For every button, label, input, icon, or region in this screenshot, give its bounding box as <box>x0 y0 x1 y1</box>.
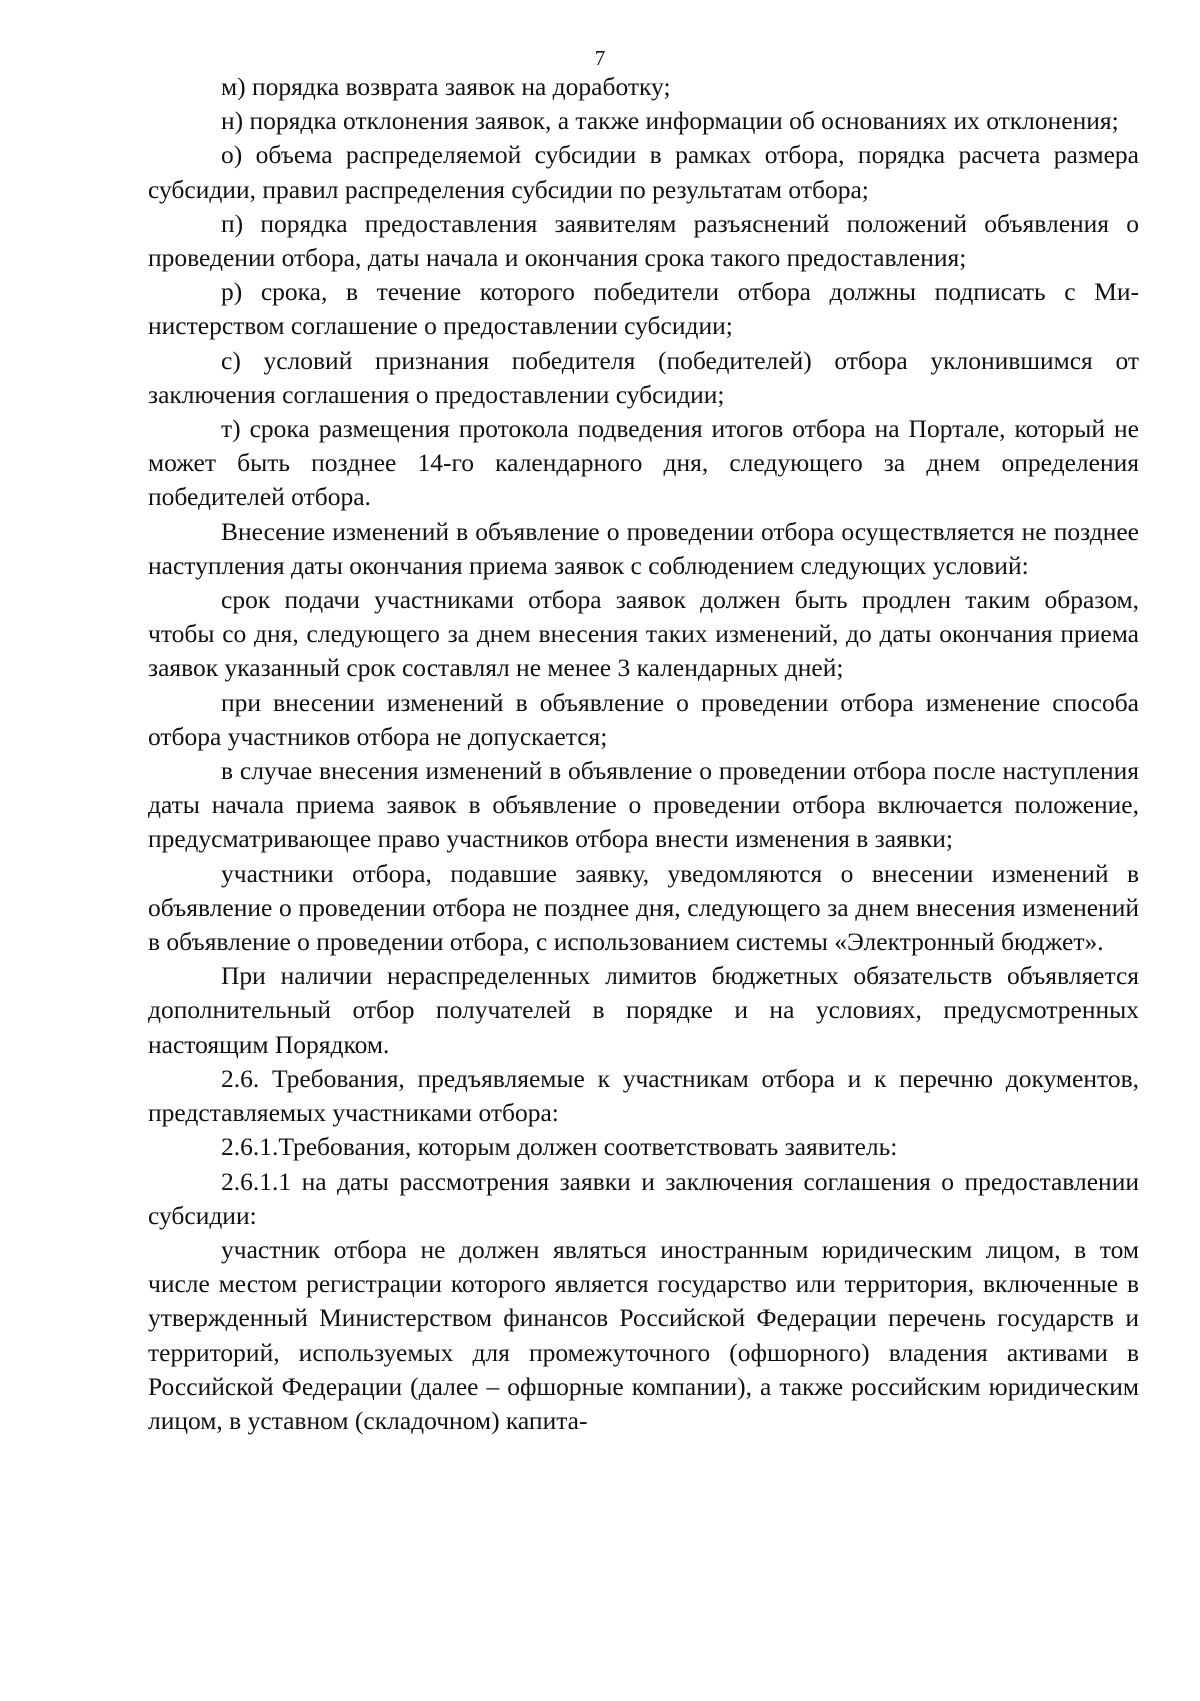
paragraph-item-r: р) срока, в течение которого победители отбора должны подписать с Министерством соглашение о предоставлении субсидии; <box>148 277 1139 341</box>
paragraph-notification: участники отбора, подавшие заявку, уведомляются о внесении изменений в объявление о проведении отбора не позднее дня, следующего за днем внесения изменений в объявление о проведении отбора, с использованием системы «Электронный бюджет». <box>148 858 1139 957</box>
paragraph-item-m: м) порядка возврата заявок на доработку; <box>221 72 671 101</box>
document-body <box>148 70 1139 1438</box>
paragraph-application-changes: в случае внесения изменений в объявление о проведении отбора после наступления даты начала приема заявок в объявление о проведении отбора включается положение, предусматривающее право участников отбора внести изменения в заявки; <box>148 756 1139 854</box>
paragraph-amendments: Внесение изменений в объявление о проведении отбора осуществляется не позднее наступления даты окончания приема заявок с соблюдением следующих условий: <box>148 516 1139 580</box>
paragraph-item-n: н) порядка отклонения заявок, а также информации об основаниях их отклонения; <box>221 106 1119 136</box>
paragraph-item-t: т) срока размещения протокола подведения итогов отбора на Портале, который не может быть позднее 14-го календарного дня, следующего за днем определения победителей отбора. <box>148 414 1139 512</box>
paragraph-item-p: п) порядка предоставления заявителям разъяснений положений объявления о проведении отбора, даты начала и окончания срока такого предоставления; <box>148 208 1139 273</box>
section-2-6-1-1: 2.6.1.1 на даты рассмотрения заявки и заключения соглашения о предоставлении субсидии: <box>148 1166 1139 1230</box>
paragraph-foreign-entity: участник отбора не должен являться иностранным юридическим лицом, в том числе местом регистрации которого является государство или территория, включенные в утвержденный Министерством финансов Российской Федерации перечень государств и территорий, используемых для промежуточного (офшорного) владения активами в Российской Федерации (далее – офшорные компании), а также российским юридическим лицом, в уставном (складочном) капита- <box>148 1234 1139 1435</box>
paragraph-deadline-extension: срок подачи участниками отбора заявок должен быть продлен таким образом, чтобы со дня, следующего за днем внесения таких изменений, до даты окончания приема заявок указанный срок составлял не менее 3 календарных дней; <box>148 585 1139 683</box>
paragraph-method-change: при внесении изменений в объявление о проведении отбора изменение способа отбора участников отбора не допускается; <box>148 687 1139 751</box>
paragraph-item-s: с) условий признания победителя (победителей) отбора уклонившимся от заключения соглашения о предоставлении субсидии; <box>148 345 1139 409</box>
page-number: 7 <box>594 46 606 70</box>
section-2-6: 2.6. Требования, предъявляемые к участникам отбора и к перечню документов, представляемых участниками отбора: <box>148 1063 1139 1128</box>
paragraph-item-o: о) объема распределяемой субсидии в рамках отбора, порядка расчета размера субсидии, правил распределения субсидии по результатам отбора; <box>148 140 1139 204</box>
paragraph-additional-selection: При наличии нераспределенных лимитов бюджетных обязательств объявляется дополнительный отбор получателей в порядке и на условиях, предусмотренных настоящим Порядком. <box>148 961 1139 1059</box>
section-2-6-1: 2.6.1.Требования, которым должен соответствовать заявитель: <box>221 1132 898 1162</box>
